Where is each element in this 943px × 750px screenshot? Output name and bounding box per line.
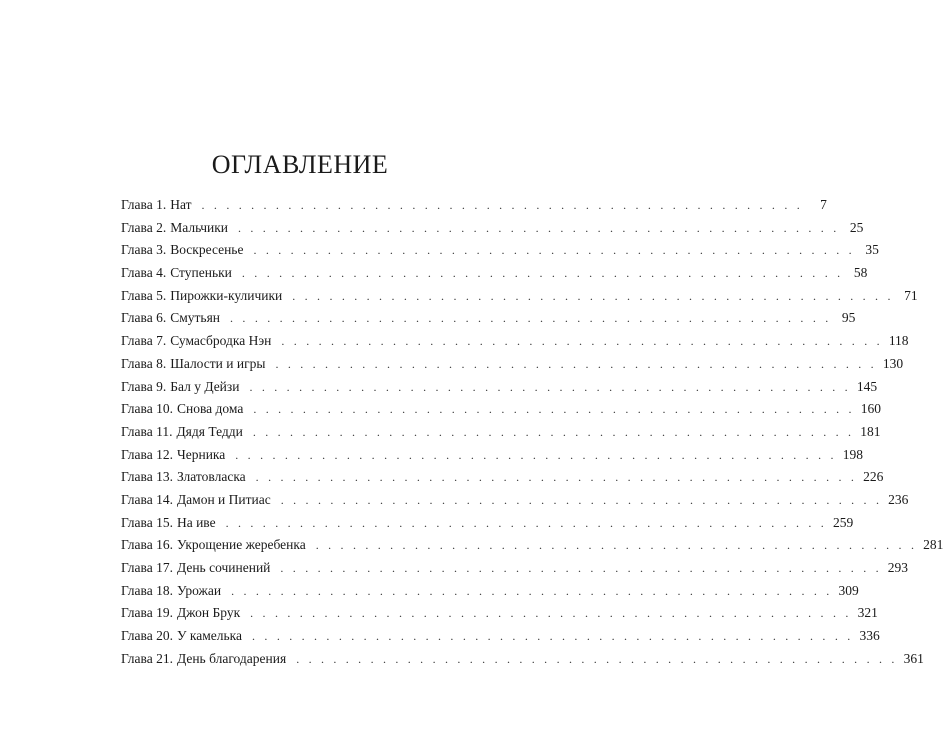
toc-dot-leader: . . . . . . . . . . . . . . . . . . . . . . . . . . . . . . . . . . . . . . . . . . . . . . . . . <box>315 538 918 553</box>
toc-page-number: 181 <box>860 423 881 439</box>
toc-entry[interactable] <box>121 376 878 399</box>
toc-page-number: 361 <box>903 650 924 666</box>
toc-dot-leader: . . . . . . . . . . . . . . . . . . . . . . . . . . . . . . . . . . . . . . . . . . . . . . . . . <box>225 515 828 530</box>
toc-chapter-number: Глава 20. <box>121 628 173 644</box>
toc-entry[interactable] <box>121 262 868 285</box>
toc-page-number: 118 <box>888 333 909 349</box>
toc-chapter-title: Укрощение жеребенка <box>176 537 306 553</box>
toc-page-number: 293 <box>887 560 909 575</box>
page-title: ОГЛАВЛЕНИЕ <box>211 150 389 179</box>
toc-entry[interactable] <box>121 489 909 512</box>
toc-chapter-title: Джон Брук <box>176 605 241 621</box>
toc-page-number: 281 <box>923 537 943 553</box>
toc-dot-leader: . . . . . . . . . . . . . . . . . . . . . . . . . . . . . . . . . . . . . . . . . . . . . . . . . <box>280 492 883 507</box>
toc-entry[interactable] <box>121 194 827 217</box>
toc-chapter-number: Глава 2. <box>121 219 167 235</box>
toc-entry[interactable] <box>121 330 909 353</box>
toc-page-number: 321 <box>857 605 878 621</box>
toc-dot-leader: . . . . . . . . . . . . . . . . . . . . . . . . . . . . . . . . . . . . . . . . . . . . . . . . . <box>275 356 877 371</box>
toc-chapter-title: День благодарения <box>176 650 287 666</box>
toc-chapter-title: Нат <box>170 197 192 212</box>
toc-dot-leader: . . . . . . . . . . . . . . . . . . . . . . . . . . . . . . . . . . . . . . . . . . . . . . . . . <box>280 561 882 575</box>
toc-entry[interactable] <box>121 534 943 557</box>
toc-entry[interactable] <box>121 307 856 330</box>
toc-dot-leader: . . . . . . . . . . . . . . . . . . . . . . . . . . . . . . . . . . . . . . . . . . . . . . . . . <box>250 606 852 621</box>
toc-chapter-title: День сочинений <box>176 560 271 575</box>
toc-chapter-number: Глава 16. <box>121 537 173 553</box>
toc-page-number: 259 <box>833 514 854 530</box>
toc-chapter-title: Пирожки-куличики <box>170 287 283 303</box>
toc-dot-leader: . . . . . . . . . . . . . . . . . . . . . . . . . . . . . . . . . . . . . . . . . . . . . . . . . <box>201 198 803 212</box>
toc-chapter-number: Глава 6. <box>121 310 167 326</box>
toc-chapter-number: Глава 10. <box>121 401 173 417</box>
toc-entry[interactable] <box>121 602 878 625</box>
toc-chapter-title: Дядя Тедди <box>176 423 243 439</box>
toc-dot-leader: . . . . . . . . . . . . . . . . . . . . . . . . . . . . . . . . . . . . . . . . . . . . . . . . . <box>249 379 851 394</box>
toc-chapter-title: Бал у Дейзи <box>170 378 240 394</box>
toc-page-number: 7 <box>820 197 827 212</box>
toc-entry[interactable] <box>121 398 881 421</box>
toc-chapter-title: На иве <box>176 514 216 530</box>
toc-entry[interactable] <box>121 557 909 580</box>
toc-entry[interactable] <box>121 580 859 603</box>
toc-page-number: 309 <box>838 582 859 598</box>
toc-page-number: 25 <box>849 219 864 235</box>
toc-entry[interactable] <box>121 648 924 671</box>
toc-chapter-title: Дамон и Питиас <box>176 491 271 507</box>
toc-page-number: 336 <box>859 628 880 644</box>
toc-chapter-title: Златовласка <box>176 469 246 485</box>
table-of-contents <box>121 194 943 670</box>
toc-entry[interactable] <box>121 625 880 648</box>
toc-chapter-number: Глава 13. <box>121 469 173 485</box>
toc-page-number: 236 <box>888 491 909 507</box>
toc-dot-leader: . . . . . . . . . . . . . . . . . . . . . . . . . . . . . . . . . . . . . . . . . . . . . . . . . <box>281 334 883 349</box>
toc-chapter-title: Снова дома <box>176 401 244 417</box>
toc-chapter-number: Глава 9. <box>121 378 167 394</box>
toc-page-number: 198 <box>842 446 863 462</box>
toc-entry[interactable] <box>121 466 884 489</box>
toc-dot-leader: . . . . . . . . . . . . . . . . . . . . . . . . . . . . . . . . . . . . . . . . . . . . . . . . . <box>241 266 844 281</box>
toc-chapter-number: Глава 15. <box>121 514 173 530</box>
toc-chapter-number: Глава 21. <box>121 650 173 666</box>
toc-chapter-title: Сумасбродка Нэн <box>170 333 272 349</box>
toc-chapter-number: Глава 12. <box>121 446 173 462</box>
toc-chapter-number: Глава 17. <box>121 560 173 575</box>
toc-dot-leader: . . . . . . . . . . . . . . . . . . . . . . . . . . . . . . . . . . . . . . . . . . . . . . . . . <box>296 651 898 666</box>
toc-dot-leader: . . . . . . . . . . . . . . . . . . . . . . . . . . . . . . . . . . . . . . . . . . . . . . . . . <box>253 402 855 417</box>
toc-chapter-number: Глава 14. <box>121 491 173 507</box>
toc-dot-leader: . . . . . . . . . . . . . . . . . . . . . . . . . . . . . . . . . . . . . . . . . . . . . . . . . <box>253 243 855 258</box>
toc-dot-leader: . . . . . . . . . . . . . . . . . . . . . . . . . . . . . . . . . . . . . . . . . . . . . . . . . <box>292 288 894 303</box>
toc-dot-leader: . . . . . . . . . . . . . . . . . . . . . . . . . . . . . . . . . . . . . . . . . . . . . . . . . <box>252 629 854 644</box>
toc-dot-leader: . . . . . . . . . . . . . . . . . . . . . . . . . . . . . . . . . . . . . . . . . . . . . . . . . <box>238 220 840 235</box>
toc-entry[interactable] <box>121 217 864 240</box>
toc-dot-leader: . . . . . . . . . . . . . . . . . . . . . . . . . . . . . . . . . . . . . . . . . . . . . . . . . <box>231 583 833 598</box>
toc-page-number: 35 <box>865 242 879 258</box>
toc-chapter-number: Глава 1. <box>121 197 167 212</box>
toc-chapter-number: Глава 8. <box>121 355 167 371</box>
toc-chapter-number: Глава 4. <box>121 265 167 281</box>
toc-page-number: 71 <box>904 287 918 303</box>
toc-entry[interactable] <box>121 239 879 262</box>
toc-page-number: 226 <box>863 469 884 485</box>
toc-entry[interactable] <box>121 353 904 376</box>
toc-chapter-number: Глава 18. <box>121 582 173 598</box>
toc-chapter-title: Мальчики <box>170 219 228 235</box>
toc-dot-leader: . . . . . . . . . . . . . . . . . . . . . . . . . . . . . . . . . . . . . . . . . . . . . . . . . <box>252 424 855 439</box>
toc-chapter-title: Черника <box>176 446 226 462</box>
toc-entry[interactable] <box>121 512 854 535</box>
toc-chapter-number: Глава 5. <box>121 287 167 303</box>
toc-page-number: 160 <box>860 401 881 417</box>
toc-chapter-title: Шалости и игры <box>170 355 266 371</box>
toc-page-number: 145 <box>856 378 878 394</box>
toc-chapter-title: Воскресенье <box>170 242 244 258</box>
toc-dot-leader: . . . . . . . . . . . . . . . . . . . . . . . . . . . . . . . . . . . . . . . . . . . . . . . . . <box>255 470 858 485</box>
toc-chapter-number: Глава 7. <box>121 333 167 349</box>
toc-chapter-title: Смутьян <box>170 310 221 326</box>
toc-page-number: 130 <box>882 355 904 371</box>
toc-entry[interactable] <box>121 421 881 444</box>
toc-chapter-title: Ступеньки <box>170 265 232 281</box>
toc-page-number: 58 <box>853 265 868 281</box>
toc-entry[interactable] <box>121 285 918 308</box>
toc-chapter-number: Глава 3. <box>121 242 167 258</box>
toc-chapter-title: Урожаи <box>176 582 222 598</box>
toc-page-number: 95 <box>841 310 856 326</box>
toc-dot-leader: . . . . . . . . . . . . . . . . . . . . . . . . . . . . . . . . . . . . . . . . . . . . . . . . . <box>230 311 832 326</box>
toc-chapter-number: Глава 19. <box>121 605 173 621</box>
toc-entry[interactable] <box>121 444 863 467</box>
toc-chapter-number: Глава 11. <box>121 423 173 439</box>
toc-dot-leader: . . . . . . . . . . . . . . . . . . . . . . . . . . . . . . . . . . . . . . . . . . . . . . . . . <box>235 447 837 462</box>
toc-chapter-title: У камелька <box>176 628 243 644</box>
